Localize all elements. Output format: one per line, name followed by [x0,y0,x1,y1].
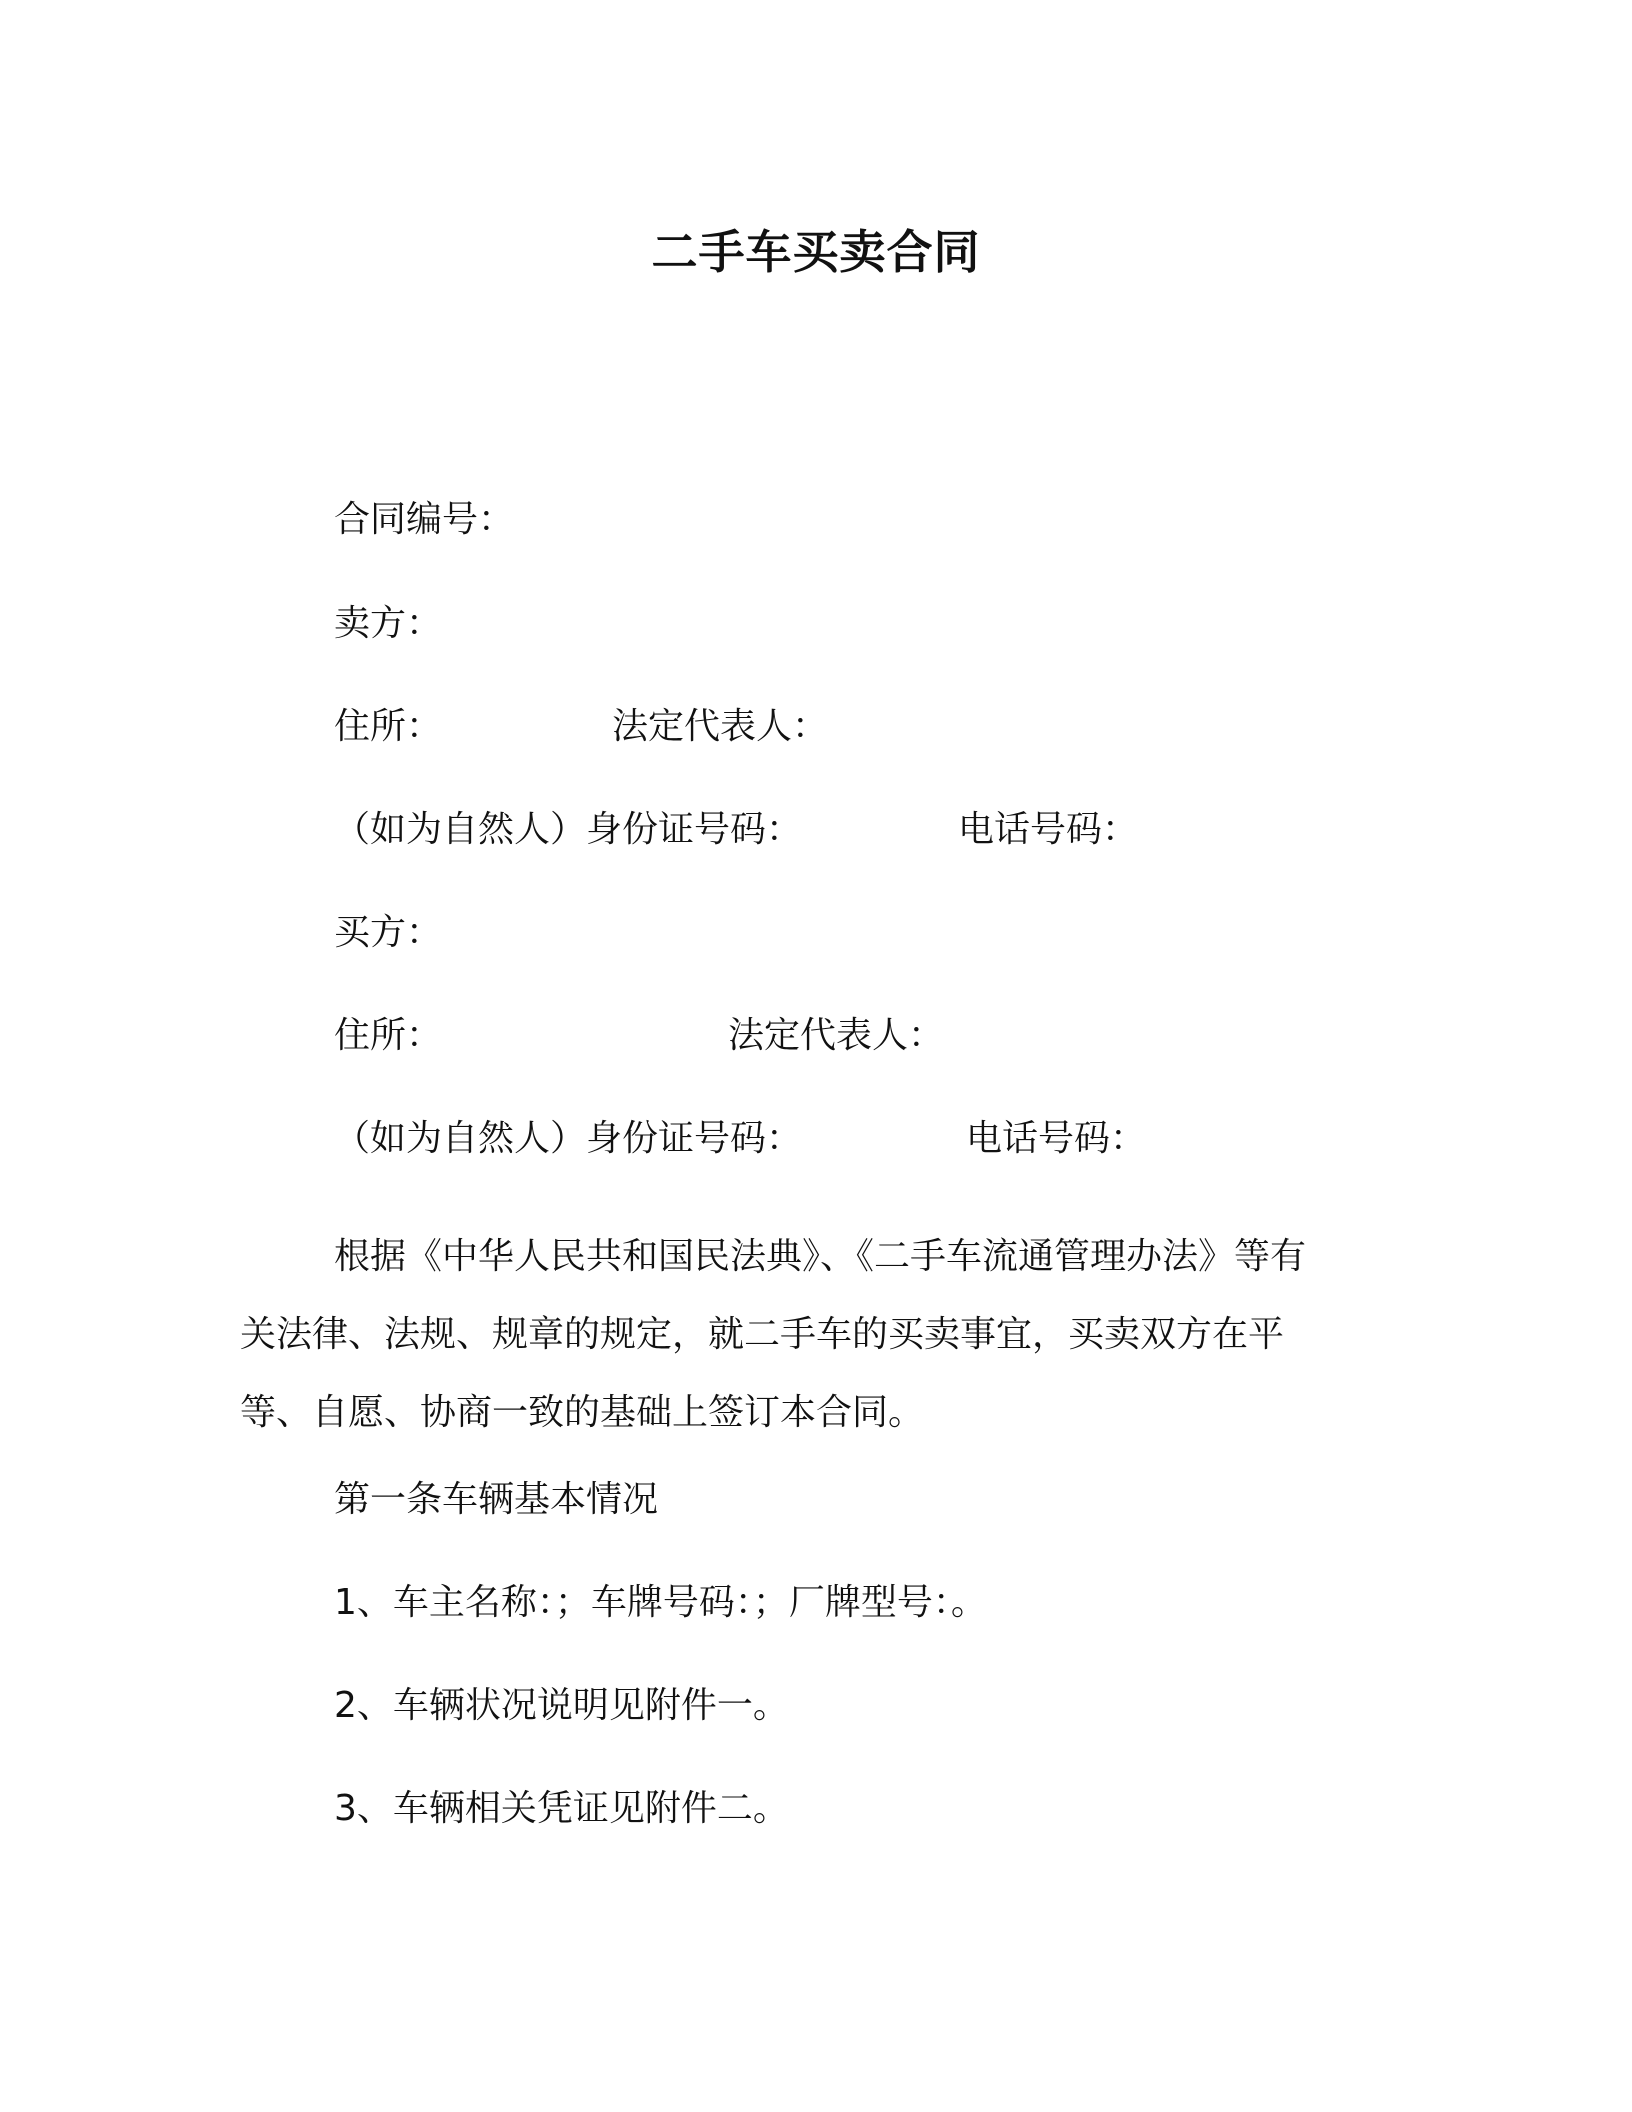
buyer-phone-label: 电话号码： [966,1118,1147,1159]
buyer-label: 买方： [334,912,443,953]
article-1-heading: 第一条车辆基本情况 [334,1479,659,1520]
document-title: 二手车买卖合同 [651,225,981,279]
seller-phone-label: 电话号码： [958,809,1139,850]
article-1-item-1: 1、车主名称：；车牌号码：；厂牌型号：。 [334,1582,987,1623]
preamble-line-3: 等、自愿、协商一致的基础上签订本合同。 [240,1392,925,1433]
preamble-paragraph [240,1218,1390,1452]
preamble-line-2: 关法律、法规、规章的规定，就二手车的买卖事宜，买卖双方在平 [240,1314,1285,1355]
article-1-item-3: 3、车辆相关凭证见附件二。 [334,1788,789,1829]
buyer-id-label: （如为自然人）身份证号码： [334,1118,803,1159]
seller-legal-rep-label: 法定代表人： [612,706,829,747]
preamble-line-1: 根据《中华人民共和国民法典》、《二手车流通管理办法》等有 [334,1236,1307,1277]
contract-number-label: 合同编号： [334,499,515,540]
article-1-item-2: 2、车辆状况说明见附件一。 [334,1685,789,1726]
buyer-legal-rep-label: 法定代表人： [728,1015,945,1056]
seller-address-label: 住所： [334,706,443,747]
buyer-address-label: 住所： [334,1015,443,1056]
seller-id-label: （如为自然人）身份证号码： [334,809,803,850]
seller-label: 卖方： [334,603,443,644]
